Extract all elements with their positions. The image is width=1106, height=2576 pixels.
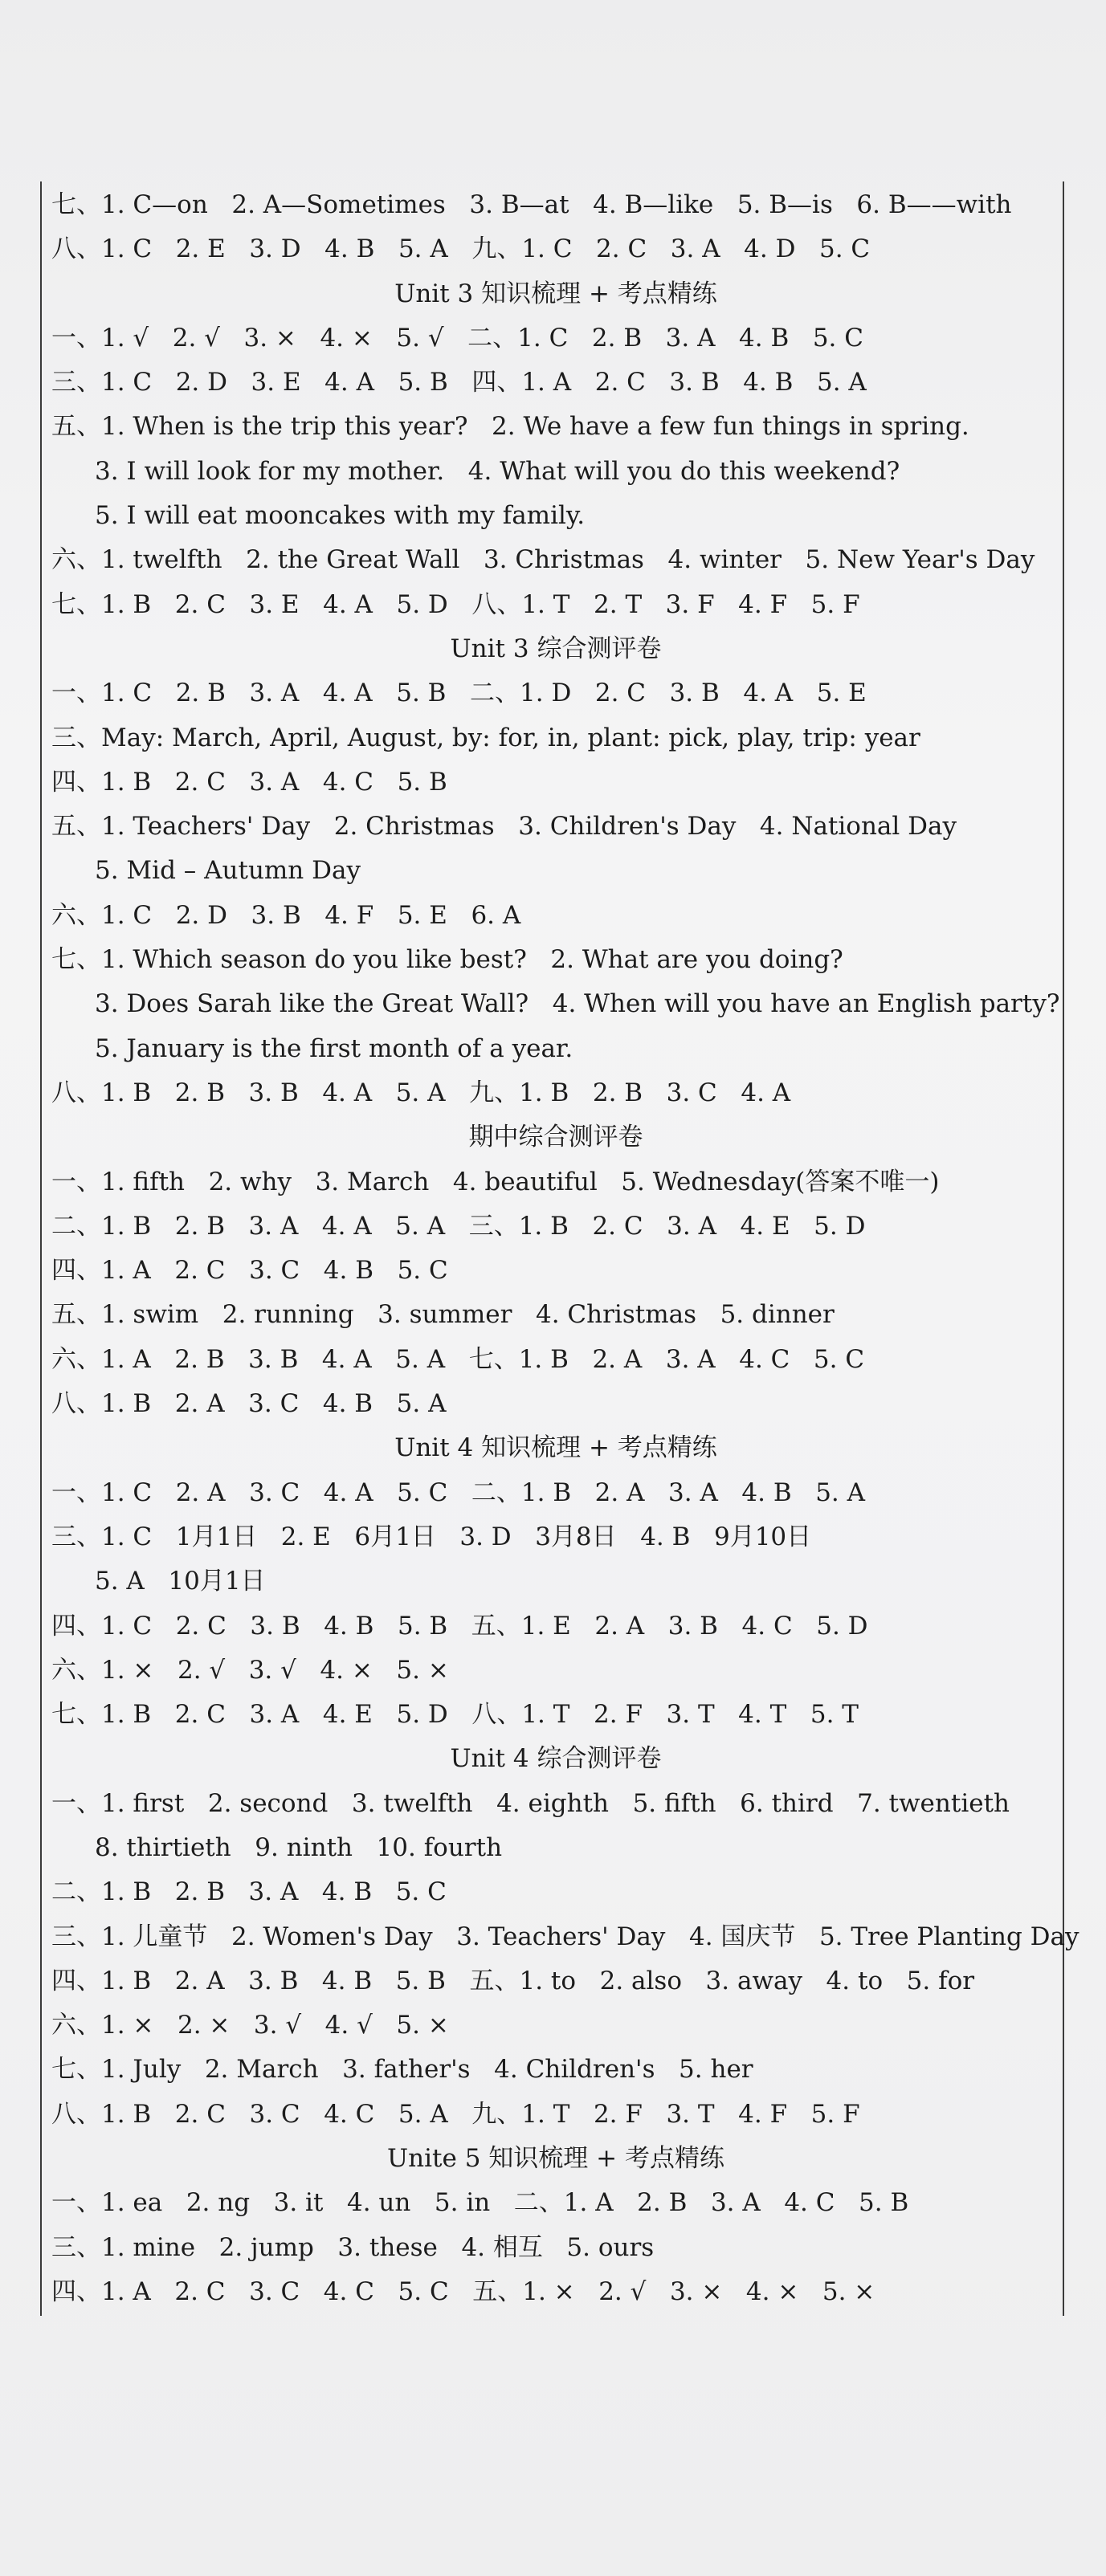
- answer-text: 四、1. B 2. C 3. A 4. C 5. B: [51, 767, 447, 797]
- answer-text: 一、1. C 2. B 3. A 4. A 5. B 二、1. D 2. C 3. B 4. A 5. E: [51, 679, 867, 708]
- answer-line: [51, 1471, 1060, 1515]
- answer-line: [51, 316, 1060, 361]
- answer-line: [51, 538, 1060, 582]
- section-heading-text: Unit 4 知识梳理 + 考点精练: [394, 1433, 717, 1463]
- answer-text: 六、1. C 2. D 3. B 4. F 5. E 6. A: [51, 900, 521, 930]
- answer-text: 七、1. C—on 2. A—Sometimes 3. B—at 4. B—like 5. B—is 6. B——with: [51, 190, 1012, 219]
- section-heading-text: Unit 3 综合测评卷: [450, 634, 662, 663]
- answer-line: [51, 227, 1060, 271]
- answer-line: [51, 1870, 1060, 1914]
- answer-line: [51, 1782, 1060, 1826]
- answer-line: [51, 760, 1060, 805]
- answer-text: 3. I will look for my mother. 4. What will you do this weekend?: [95, 456, 900, 486]
- answer-text: 5. I will eat mooncakes with my family.: [95, 501, 586, 531]
- answer-text: 3. Does Sarah like the Great Wall? 4. When will you have an English party?: [95, 989, 1060, 1019]
- answer-text: 5. Mid – Autumn Day: [95, 856, 361, 886]
- answer-text: 七、1. B 2. C 3. A 4. E 5. D 八、1. T 2. F 3. T 4. T 5. T: [51, 1700, 859, 1730]
- answer-text: 五、1. swim 2. running 3. summer 4. Christmas 5. dinner: [51, 1300, 835, 1330]
- answer-text: 8. thirtieth 9. ninth 10. fourth: [95, 1832, 503, 1862]
- answer-text: 六、1. × 2. √ 3. √ 4. × 5. ×: [51, 1655, 449, 1685]
- answer-line: [51, 1160, 1060, 1204]
- answer-line: [51, 2226, 1060, 2270]
- answer-line: [51, 2048, 1060, 2092]
- answer-line: [51, 805, 1060, 849]
- answer-line: [51, 1826, 1060, 1870]
- answer-text: 三、May: March, April, August, by: for, in, plant: pick, play, trip: year: [51, 723, 920, 752]
- answer-text: 五、1. When is the trip this year? 2. We have a few fun things in spring.: [51, 412, 969, 442]
- answer-text: 八、1. B 2. C 3. C 4. C 5. A 九、1. T 2. F 3. T 4. F 5. F: [51, 2099, 860, 2129]
- answer-text: 三、1. mine 2. jump 3. these 4. 相互 5. ours: [51, 2232, 655, 2262]
- answer-line: [51, 405, 1060, 449]
- answer-line: [51, 583, 1060, 627]
- answer-text: 二、1. B 2. B 3. A 4. A 5. A 三、1. B 2. C 3. A 4. E 5. D: [51, 1211, 866, 1241]
- answer-line: [51, 894, 1060, 938]
- answer-line: [51, 2181, 1060, 2225]
- right-margin-rule: [1063, 181, 1064, 2316]
- answer-line: [51, 1915, 1079, 1959]
- answer-text: 三、1. C 1月1日 2. E 6月1日 3. D 3月8日 4. B 9月10日: [51, 1522, 812, 1551]
- answer-text: 四、1. A 2. C 3. C 4. C 5. C 五、1. × 2. √ 3. × 4. × 5. ×: [51, 2276, 875, 2306]
- answer-line: [51, 2270, 1060, 2314]
- answer-text: 四、1. C 2. C 3. B 4. B 5. B 五、1. E 2. A 3. B 4. C 5. D: [51, 1611, 868, 1641]
- answer-line: [51, 1604, 1060, 1649]
- answer-text: 三、1. 儿童节 2. Women's Day 3. Teachers' Day 4. 国庆节 5. Tree Planting Day: [51, 1922, 1079, 1951]
- answer-line: [51, 2003, 1060, 2048]
- page-bottom-margin: [0, 2319, 1106, 2576]
- answer-text: 5. January is the first month of a year.: [95, 1033, 573, 1063]
- answer-text: 八、1. C 2. E 3. D 4. B 5. A 九、1. C 2. C 3. A 4. D 5. C: [51, 234, 871, 264]
- answer-text: 一、1. first 2. second 3. twelfth 4. eighth 5. fifth 6. third 7. twentieth: [51, 1788, 1010, 1818]
- answer-text: 四、1. A 2. C 3. C 4. B 5. C: [51, 1256, 448, 1286]
- answer-text: 二、1. B 2. B 3. A 4. B 5. C: [51, 1877, 447, 1907]
- answer-line: [51, 1693, 1060, 1737]
- answer-line: [51, 1559, 1060, 1604]
- answer-line: [51, 982, 1060, 1026]
- answer-text: 八、1. B 2. A 3. C 4. B 5. A: [51, 1389, 447, 1419]
- answer-text: 八、1. B 2. B 3. B 4. A 5. A 九、1. B 2. B 3. C 4. A: [51, 1078, 791, 1107]
- answer-line: [51, 2093, 1060, 2137]
- answer-text: 六、1. × 2. × 3. √ 4. √ 5. ×: [51, 2011, 449, 2040]
- answer-text: 七、1. Which season do you like best? 2. What are you doing?: [51, 945, 843, 975]
- answer-text: 一、1. C 2. A 3. C 4. A 5. C 二、1. B 2. A 3. A 4. B 5. A: [51, 1478, 866, 1507]
- section-heading: [51, 1737, 1060, 1781]
- answer-text: 六、1. twelfth 2. the Great Wall 3. Christmas 4. winter 5. New Year's Day: [51, 545, 1035, 575]
- answer-text: 五、1. Teachers' Day 2. Christmas 3. Children's Day 4. National Day: [51, 812, 957, 842]
- answer-line: [51, 849, 1060, 893]
- answer-line: [51, 938, 1060, 982]
- section-heading: [51, 1426, 1060, 1470]
- section-heading-text: 期中综合测评卷: [468, 1123, 643, 1152]
- answer-key-content: [51, 183, 1079, 2314]
- answer-text: 四、1. B 2. A 3. B 4. B 5. B 五、1. to 2. also 3. away 4. to 5. for: [51, 1966, 975, 1995]
- answer-text: 5. A 10月1日: [95, 1567, 266, 1596]
- answer-line: [51, 1293, 1060, 1337]
- answer-line: [51, 1204, 1060, 1249]
- answer-line: [51, 450, 1060, 494]
- answer-line: [51, 1071, 1060, 1115]
- answer-line: [51, 183, 1060, 227]
- answer-line: [51, 1515, 1060, 1559]
- section-heading: [51, 627, 1060, 671]
- answer-text: 六、1. A 2. B 3. B 4. A 5. A 七、1. B 2. A 3. A 4. C 5. C: [51, 1344, 865, 1374]
- answer-line: [51, 361, 1060, 405]
- section-heading-text: Unit 3 知识梳理 + 考点精练: [394, 279, 717, 308]
- section-heading-text: Unite 5 知识梳理 + 考点精练: [387, 2144, 724, 2174]
- left-margin-rule: [40, 181, 42, 2316]
- answer-line: [51, 1027, 1060, 1071]
- answer-line: [51, 1649, 1060, 1693]
- answer-line: [51, 1338, 1060, 1382]
- answer-text: 三、1. C 2. D 3. E 4. A 5. B 四、1. A 2. C 3. B 4. B 5. A: [51, 368, 867, 397]
- answer-text: 一、1. fifth 2. why 3. March 4. beautiful 5. Wednesday(答案不唯一): [51, 1167, 940, 1196]
- section-heading-text: Unit 4 综合测评卷: [450, 1744, 662, 1774]
- section-heading: [51, 1115, 1060, 1160]
- answer-line: [51, 671, 1060, 715]
- section-heading: [51, 272, 1060, 316]
- answer-line: [51, 1249, 1060, 1293]
- answer-text: 一、1. √ 2. √ 3. × 4. × 5. √ 二、1. C 2. B 3. A 4. B 5. C: [51, 323, 863, 353]
- answer-text: 七、1. July 2. March 3. father's 4. Children's 5. her: [51, 2055, 753, 2085]
- answer-line: [51, 716, 1060, 760]
- answer-text: 七、1. B 2. C 3. E 4. A 5. D 八、1. T 2. T 3. F 4. F 5. F: [51, 589, 860, 619]
- answer-line: [51, 1382, 1060, 1426]
- section-heading: [51, 2137, 1060, 2181]
- answer-line: [51, 494, 1060, 538]
- answer-line: [51, 1959, 1060, 2003]
- answer-text: 一、1. ea 2. ng 3. it 4. un 5. in 二、1. A 2. B 3. A 4. C 5. B: [51, 2188, 909, 2218]
